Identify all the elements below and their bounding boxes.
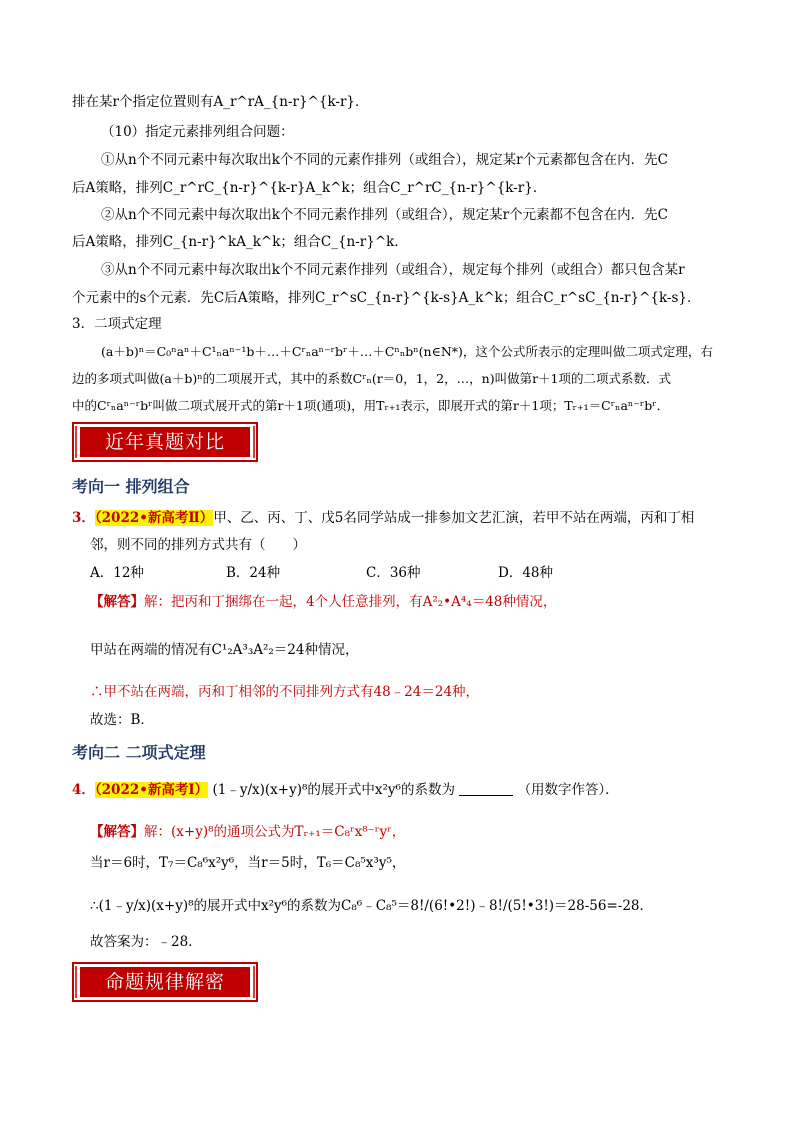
text-line: 后A策略，排列C_r^rC_{n-r}^{k-r}A_k^k；组合C_r^rC_{n-r}^{k-r}． <box>72 180 547 196</box>
text-line: (a＋b)ⁿ＝C₀ⁿaⁿ＋C¹ₙaⁿ⁻¹b＋…＋Cʳₙaⁿ⁻ʳbʳ＋…＋Cⁿₙbⁿ(n∈N*)，这个公式所表示的定理叫做二项式定理，右 <box>101 344 713 359</box>
question-stem: (1﹣y/x)(x+y)⁸的展开式中x²y⁶的系数为 <box>212 782 455 798</box>
question-stem: 甲、乙、丙、丁、戊5名同学站成一排参加文艺汇演，若甲不站在两端，丙和丁相 <box>213 510 695 526</box>
answer-line <box>90 592 556 612</box>
question-source: （2022•新高考Ⅰ） <box>94 782 209 798</box>
option-b: B．24种 <box>226 565 281 581</box>
question-number: 3． <box>72 510 95 526</box>
text-line: ①从n个不同元素中每次取出k个不同的元素作排列（或组合），规定某r个元素都包含在内．先C <box>101 152 668 168</box>
text-line: 排在某r个指定位置则有A_r^rA_{n-r}^{k-r}． <box>72 94 369 110</box>
text-line: ②从n个不同元素中每次取出k个不同元素作排列（或组合），规定某r个元素都不包含在内．先C <box>101 207 668 223</box>
answer-line: ∴甲不站在两端，丙和丁相邻的不同排列方式有48﹣24＝24种， <box>90 684 480 700</box>
banner-pattern-decode <box>72 962 258 1002</box>
options-row <box>90 563 590 583</box>
answer-text: 解：把丙和丁捆绑在一起，4个人任意排列，有A²₂•A⁴₄＝48种情况， <box>144 594 557 610</box>
question-source: （2022•新高考Ⅱ） <box>94 510 214 526</box>
banner-title: 近年真题对比 <box>104 431 225 453</box>
question-stem-line: 邻，则不同的排列方式共有（ ） <box>90 537 306 553</box>
section-heading: 考向二 二项式定理 <box>72 743 206 762</box>
answer-tag: 【解答】 <box>90 824 144 840</box>
section-heading: 考向一 排列组合 <box>72 477 190 496</box>
banner-recent-exams <box>72 422 258 462</box>
option-a: A．12种 <box>90 565 144 581</box>
text-line: （10）指定元素排列组合问题： <box>101 124 294 140</box>
question-stem-tail: （用数字作答）． <box>517 782 619 798</box>
question-4 <box>72 780 619 800</box>
section-number-heading: 3．二项式定理 <box>72 316 162 332</box>
answer-line: 故选：B． <box>90 712 154 728</box>
option-d: D．48种 <box>498 565 554 581</box>
text-line: 个元素中的s个元素．先C后A策略，排列C_r^sC_{n-r}^{k-s}A_k^k；组合C_r^sC_{n-r}^{k-s}． <box>72 290 701 306</box>
answer-line: 甲站在两端的情况有C¹₂A³₃A²₂＝24种情况， <box>90 642 359 658</box>
text-line: 后A策略，排列C_{n-r}^kA_k^k；组合C_{n-r}^k． <box>72 234 408 250</box>
banner-title: 命题规律解密 <box>104 971 225 993</box>
answer-line: ∴(1﹣y/x)(x+y)⁸的展开式中x²y⁶的系数为C₈⁶﹣C₈⁵＝8!/(6!•2!)﹣8!/(5!•3!)＝28-56=-28． <box>90 898 654 914</box>
answer-text: 解：(x+y)⁸的通项公式为Tᵣ₊₁＝C₈ʳx⁸⁻ʳyʳ， <box>144 824 406 840</box>
answer-line: 当r＝6时，T₇＝C₈⁶x²y⁶，当r＝5时，T₆＝C₈⁵x³y⁵， <box>90 855 406 871</box>
text-line: ③从n个不同元素中每次取出k个不同元素作排列（或组合），规定每个排列（或组合）都只包含某r <box>101 262 685 278</box>
option-c: C．36种 <box>366 565 421 581</box>
answer-line: 故答案为：﹣28． <box>90 934 202 950</box>
answer-tag: 【解答】 <box>90 594 144 610</box>
question-number: 4． <box>72 782 95 798</box>
answer-blank <box>459 781 513 796</box>
text-line: 中的Cʳₙaⁿ⁻ʳbʳ叫做二项式展开式的第r＋1项(通项)，用Tᵣ₊₁表示，即展开式的第r＋1项；Tᵣ₊₁＝Cʳₙaⁿ⁻ʳbʳ． <box>72 398 670 413</box>
text-line: 边的多项式叫做(a＋b)ⁿ的二项展开式，其中的系数Cʳₙ(r＝0，1，2，…，n)叫做第r＋1项的二项式系数．式 <box>72 371 671 386</box>
answer-line <box>90 822 405 842</box>
question-3 <box>72 508 694 528</box>
